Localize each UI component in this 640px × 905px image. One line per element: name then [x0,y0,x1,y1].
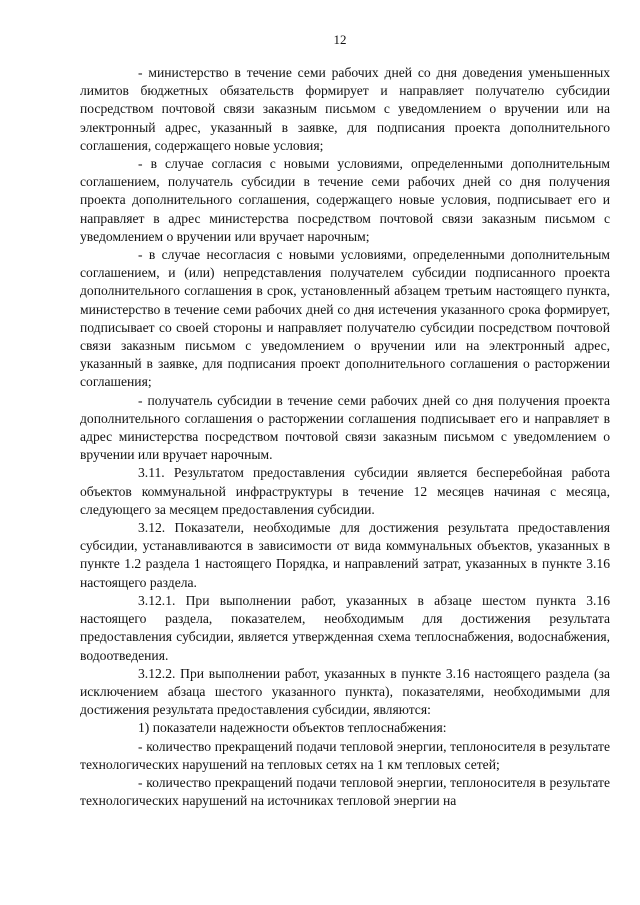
page-number: 12 [333,32,347,47]
paragraph-6: 3.12. Показатели, необходимые для достижения результата предоставления субсидии, устанавливаются в зависимости от вида коммунальных объектов, указанных в пункте 1.2 раздела 1 настоящего Порядка, и направлений затрат, указанных в пункте 3.16 настоящего раздела. [80,520,610,590]
paragraph-9: 1) показатели надежности объектов теплоснабжения: [138,720,447,736]
paragraph-5: 3.11. Результатом предоставления субсидии является бесперебойная работа объектов коммунальной инфраструктуры в течение 12 месяцев начиная с месяца, следующего за месяцем предоставления субсидии. [80,465,610,517]
paragraph-7: 3.12.1. При выполнении работ, указанных в абзаце шестом пункта 3.16 настоящего раздела, показателем, необходимым для достижения результата предоставления субсидии, является утвержденная схема теплоснабжения, водоснабжения, водоотведения. [80,592,610,663]
paragraph-10: - количество прекращений подачи тепловой энергии, теплоносителя в результате технологических нарушений на тепловых сетях на 1 км тепловых сетей; [80,738,610,772]
paragraph-3: - в случае несогласия с новыми условиями, определенными дополнительным соглашением, и (или) непредставления получателем субсидии подписанного проекта дополнительного соглашения в срок, установленный абзацем третьим настоящего пункта, министерство в течение семи рабочих дней со дня истечения указанного срока формирует, подписывает со своей стороны и направляет получателю субсидии посредством почтовой связи заказным письмом с уведомлением о вручении или на электронный адрес, указанный в заявке, для подписания проект дополнительного соглашения о расторжении соглашения; [80,247,610,390]
paragraph-4: - получатель субсидии в течение семи рабочих дней со дня получения проекта дополнительного соглашения о расторжении соглашения подписывает его и направляет в адрес министерства посредством почтовой связи заказным письмом с уведомлением о вручении или вручает нарочным. [80,392,610,463]
paragraph-11: - количество прекращений подачи тепловой энергии, теплоносителя в результате технологических нарушений на источниках тепловой энергии на [80,774,610,809]
document-body [80,64,610,810]
paragraph-1: - министерство в течение семи рабочих дней со дня доведения уменьшенных лимитов бюджетных обязательств формирует и направляет получателю субсидии посредством почтовой связи заказным письмом с уведомлением о вручении или на электронный адрес, указанный в заявке, для подписания проекта дополнительного соглашения, содержащего новые условия; [80,65,610,153]
paragraph-2: - в случае согласия с новыми условиями, определенными дополнительным соглашением, получатель субсидии в течение семи рабочих дней со дня получения проекта дополнительного соглашения, содержащего новые условия, подписывает его и направляет в адрес министерства посредством почтовой связи заказным письмом с уведомлением о вручении или вручает нарочным; [80,156,610,244]
paragraph-8: 3.12.2. При выполнении работ, указанных в пункте 3.16 настоящего раздела (за исключением абзаца шестого указанного пункта), показателями, необходимыми для достижения результата предоставления субсидии, являются: [80,665,610,718]
